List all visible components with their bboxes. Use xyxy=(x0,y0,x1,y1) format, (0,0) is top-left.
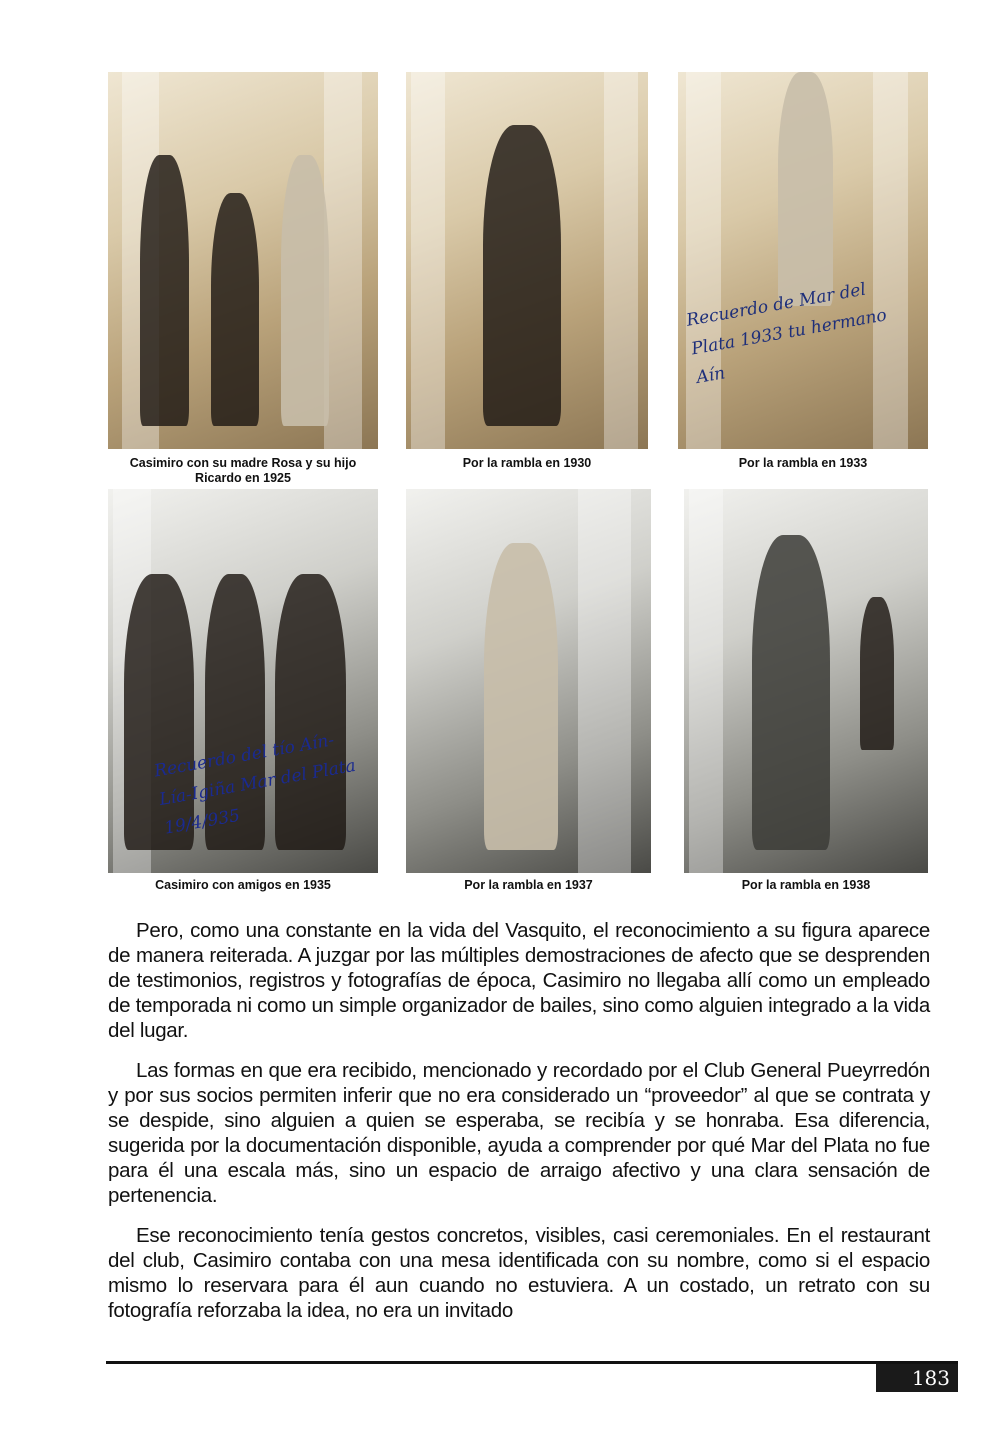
photo-rambla-1930 xyxy=(406,72,648,449)
paragraph: Las formas en que era recibido, mencionado y recordado por el Club General Pueyrredón y por sus socios permiten inferir que no era considerado un “proveedor” al que se contrata y se despide, sino alguien a quien se esperaba, se recibía y se honraba. Esa diferencia, sugerida por la documentación disponible, ayuda a comprender por qué Mar del Plata no fue para él una escala más, sino un espacio de arraigo afectivo y una clara sensación de pertenencia. xyxy=(108,1059,930,1207)
photo-caption: Casimiro con amigos en 1935 xyxy=(155,878,331,892)
paragraph: Pero, como una constante en la vida del Vasquito, el reconocimiento a su figura aparece de manera reiterada. A juzgar por las múltiples demostraciones de afecto que se desprenden de testimonios, registros y fotografías de época, Casimiro no llegaba allí como un empleado de temporada ni como un simple organizador de bailes, sino como alguien integrado a la vida del lugar. xyxy=(108,919,930,1042)
paragraph: Ese reconocimiento tenía gestos concretos, visibles, casi ceremoniales. En el restaurant del club, Casimiro contaba con una mesa identificada con su nombre, como si el espacio mismo lo reservara para él aun cuando no estuviera. A un costado, un retrato con su fotografía reforzaba la idea, no era un invitado xyxy=(108,1224,930,1322)
handwritten-inscription: Recuerdo del tío Aín-Lía-Igiña Mar del Plata 19/4/935 xyxy=(152,730,358,839)
photo-amigos-1935 xyxy=(108,489,378,873)
photo-caption: Por la rambla en 1930 xyxy=(462,456,592,470)
photo-caption: Por la rambla en 1933 xyxy=(738,456,868,470)
photo-caption: Por la rambla en 1937 xyxy=(464,878,593,892)
handwritten-inscription: Recuerdo de Mar del Plata 1933 tu hermano Aín xyxy=(684,279,889,388)
photo-rambla-1933 xyxy=(678,72,928,449)
photo-casimiro-1925 xyxy=(108,72,378,449)
page-number: 183 xyxy=(876,1364,958,1392)
photo-caption: Casimiro con su madre Rosa y su hijo Ricardo en 1925 xyxy=(129,456,357,485)
photo-rambla-1937 xyxy=(406,489,651,873)
photo-rambla-1938 xyxy=(684,489,928,873)
body-text xyxy=(108,918,930,1323)
photo-caption: Por la rambla en 1938 xyxy=(741,878,871,892)
footer-rule xyxy=(106,1361,958,1364)
